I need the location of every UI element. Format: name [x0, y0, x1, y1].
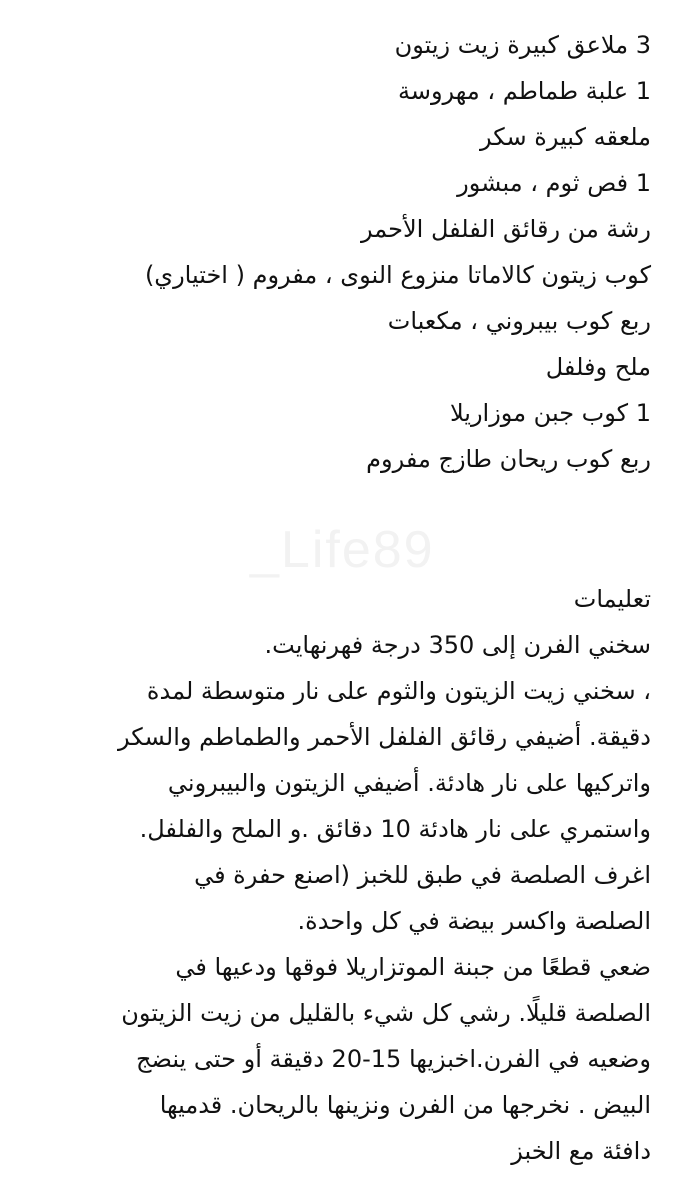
ingredient-item: كوب زيتون كالاماتا منزوع النوى ، مفروم ( اختياري) — [144, 261, 651, 289]
instruction-line: البيض . نخرجها من الفرن ونزينها بالريحان. قدميها — [159, 1091, 651, 1119]
instruction-line: دافئة مع الخبز — [511, 1137, 651, 1165]
ingredient-item: رشة من رقائق الفلفل الأحمر — [361, 215, 651, 243]
instructions-heading: تعليمات — [573, 585, 651, 613]
ingredient-item: 3 ملاعق كبيرة زيت زيتون — [394, 31, 651, 59]
instruction-line: ، سخني زيت الزيتون والثوم على نار متوسطة لمدة — [146, 677, 651, 705]
ingredient-item: ملح وفلفل — [545, 353, 651, 381]
ingredient-item: 1 علبة طماطم ، مهروسة — [397, 77, 651, 105]
instructions-list — [11, 622, 651, 1174]
instruction-line: الصلصة واكسر بيضة في كل واحدة. — [297, 907, 651, 935]
ingredients-list — [11, 22, 651, 482]
ingredient-item: 1 فص ثوم ، مبشور — [457, 169, 651, 197]
instruction-line: ضعي قطعًا من جبنة الموتزاريلا فوقها ودعيها في — [175, 953, 651, 981]
instruction-line: سخني الفرن إلى 350 درجة فهرنهايت. — [264, 631, 651, 659]
instruction-line: وضعيه في الفرن.اخبزيها 15-20 دقيقة أو حتى ينضج — [136, 1045, 651, 1073]
ingredient-item: ربع كوب ريحان طازج مفروم — [366, 445, 651, 473]
instruction-line: اغرف الصلصة في طبق للخبز (اصنع حفرة في — [194, 861, 651, 889]
ingredient-item: 1 كوب جبن موزاريلا — [449, 399, 651, 427]
watermark: _Life89 — [250, 521, 435, 579]
instruction-line: دقيقة. أضيفي رقائق الفلفل الأحمر والطماطم والسكر — [117, 723, 651, 751]
ingredient-item: ملعقه كبيرة سكر — [480, 123, 651, 151]
instruction-line: واستمري على نار هادئة 10 دقائق .و الملح والفلفل. — [139, 815, 651, 843]
instruction-line: واتركيها على نار هادئة. أضيفي الزيتون والبيبروني — [167, 769, 651, 797]
ingredient-item: ربع كوب بيبروني ، مكعبات — [387, 307, 651, 335]
instruction-line: الصلصة قليلًا. رشي كل شيء بالقليل من زيت الزيتون — [121, 999, 651, 1027]
